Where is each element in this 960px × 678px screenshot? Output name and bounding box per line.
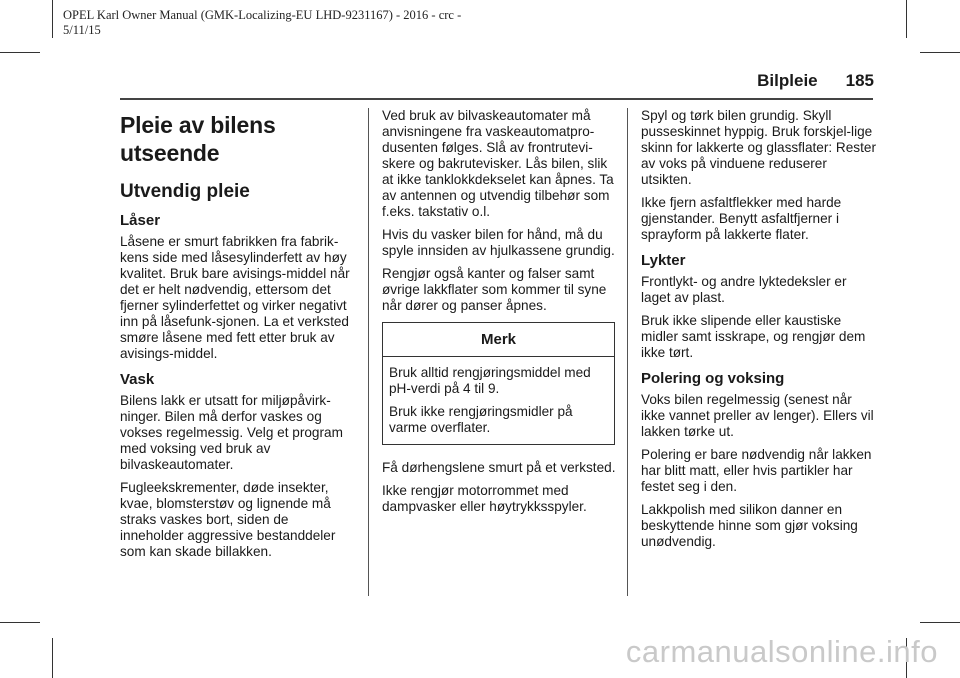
paragraph: Ved bruk av bilvaskeautomater må anvisningene fra vaskeautomatpro-dusenten følges. Slå av frontrutevi-skere og bakrutevisker. Lås bilen, slik at ikke tanklokkdekselet kan åpnes. Ta av antennen og utvendig tilbehør som f.eks. takstativ o.l. [382, 108, 614, 219]
paragraph: Bruk ikke slipende eller kaustiske midler samt isskrape, og rengjør dem ikke tørt. [641, 313, 866, 360]
paragraph: Låsene er smurt fabrikken fra fabrik-kens side med låsesylinderfett av høy kvalitet. Bruk bare avisings-middel når det er helt nødvendig, ettersom det fjerner sylinderfettet og virker negativt inn på låsefunk-sjonen. La et verksted smøre låsene med fett etter bruk av avisings-middel. [120, 234, 350, 361]
paragraph: Rengjør også kanter og falser samt øvrige lakkflater som kommer til syne når dører og panser åpnes. [382, 266, 607, 313]
note-body [383, 357, 614, 444]
column-2 [382, 108, 617, 522]
page-title [120, 111, 355, 167]
paragraph: Bilens lakk er utsatt for miljøpåvirk-ninger. Bilen må derfor vaskes og vokses regelmessig. Velg et program med voksing ved bruk av bilvaskeautomater. [120, 393, 343, 472]
note-box [382, 322, 615, 445]
crop-mark [920, 52, 960, 53]
column-3 [641, 108, 876, 557]
header-rule [120, 98, 873, 100]
paragraph: Ikke fjern asfaltflekker med harde gjenstander. Benytt asfaltfjerner i sprayform på lakkerte flater. [641, 195, 842, 242]
paragraph: Fugleekskrementer, døde insekter, kvae, blomsterstøv og lignende må straks vaskes bort, siden de inneholder aggressive bestanddeler som kan skade billakken. [120, 480, 336, 559]
note-paragraph: Bruk alltid rengjøringsmiddel med pH-verdi på 4 til 9. [389, 365, 591, 396]
page-number: 185 [845, 71, 874, 90]
heading-polishing: Polering og voksing [641, 370, 785, 387]
crop-mark [52, 0, 53, 38]
crop-mark [906, 0, 907, 38]
heading-lights: Lykter [641, 252, 686, 269]
crop-mark [0, 52, 40, 53]
paragraph: Hvis du vasker bilen for hånd, må du spyle innsiden av hjulkassene grundig. [382, 227, 615, 258]
document-meta [63, 8, 461, 38]
heading-wash: Vask [120, 371, 155, 388]
note-paragraph: Bruk ikke rengjøringsmidler på varme overflater. [389, 404, 573, 435]
page-title-line: utseende [120, 140, 220, 166]
crop-mark [52, 638, 53, 678]
paragraph: Få dørhengslene smurt på et verksted. [382, 460, 616, 475]
paragraph: Polering er bare nødvendig når lakken har blitt matt, eller hvis partikler har festet seg i den. [641, 447, 872, 494]
paragraph: Voks bilen regelmessig (senest når ikke vannet preller av lenger). Ellers vil lakken tørke ut. [641, 392, 874, 439]
document-meta-date: 5/11/15 [63, 23, 101, 37]
note-title: Merk [383, 323, 614, 357]
paragraph: Ikke rengjør motorrommet med dampvasker eller høytrykksspyler. [382, 483, 587, 514]
column-1 [120, 108, 355, 567]
page-title-line: Pleie av bilens [120, 112, 276, 138]
crop-mark [920, 622, 960, 623]
crop-mark [0, 622, 40, 623]
paragraph: Spyl og tørk bilen grundig. Skyll pusseskinnet hyppig. Bruk forskjel-lige skinn for lakkerte og glassflater: Rester av voks på vinduene reduserer utsikten. [641, 108, 876, 187]
column-divider [368, 108, 369, 596]
watermark-link[interactable]: carmanualsonline.info [625, 634, 938, 669]
paragraph: Frontlykt- og andre lyktedeksler er laget av plast. [641, 274, 847, 305]
subtitle-exterior-care: Utvendig pleie [120, 181, 250, 202]
running-header [757, 71, 874, 91]
section-title: Bilpleie [757, 71, 818, 90]
column-divider [627, 108, 628, 596]
heading-locks: Låser [120, 212, 161, 229]
paragraph: Lakkpolish med silikon danner en beskyttende hinne som gjør voksing unødvendig. [641, 502, 858, 549]
document-meta-line: OPEL Karl Owner Manual (GMK-Localizing-EU LHD-9231167) - 2016 - crc - [63, 8, 462, 22]
